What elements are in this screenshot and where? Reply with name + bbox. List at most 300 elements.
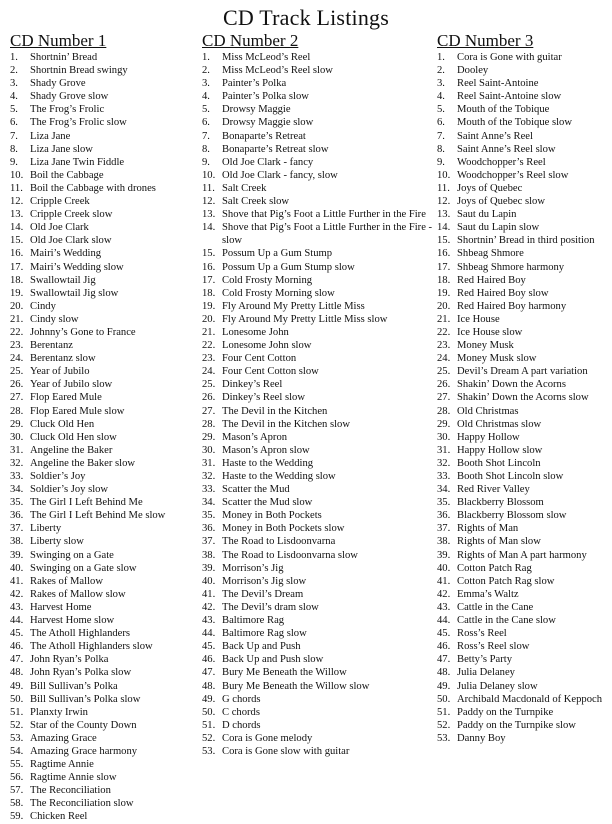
- track-item: [202, 627, 436, 640]
- track-item: [10, 130, 202, 143]
- track-title: Berentanz: [30, 340, 73, 352]
- track-title: The Devil’s dram slow: [222, 601, 319, 613]
- track-item: [202, 156, 436, 169]
- track-number: 36.: [10, 510, 24, 522]
- track-number: 14.: [202, 222, 216, 234]
- track-title: Harvest Home: [30, 601, 92, 613]
- track-title: The Atholl Highlanders slow: [30, 641, 153, 653]
- track-title: Julia Delaney: [457, 667, 515, 679]
- track-item: [202, 732, 436, 745]
- track-title: Cripple Creek slow: [30, 209, 113, 221]
- track-number: 34.: [10, 484, 24, 496]
- track-number: 36.: [437, 510, 451, 522]
- track-item: [202, 221, 436, 247]
- track-item: [437, 391, 612, 404]
- track-title: Chicken Reel: [30, 811, 88, 823]
- track-number: 25.: [437, 366, 451, 378]
- track-title: The Devil’s Dream: [222, 588, 304, 600]
- track-title: Drowsy Maggie slow: [222, 117, 314, 129]
- track-number: 50.: [437, 693, 451, 705]
- track-item: [437, 549, 612, 562]
- track-title: Happy Hollow: [457, 431, 520, 443]
- track-title: Liberty: [30, 523, 62, 535]
- track-number: 17.: [437, 261, 451, 273]
- track-title: Shbeag Shmore harmony: [457, 261, 565, 273]
- track-title: Swinging on a Gate: [30, 549, 114, 561]
- track-item: [202, 287, 436, 300]
- track-item: [202, 680, 436, 693]
- track-title: Bill Sullivan’s Polka slow: [30, 693, 141, 705]
- track-title: Flop Eared Mule: [30, 392, 102, 404]
- track-item: [437, 680, 612, 693]
- track-item: [10, 77, 202, 90]
- track-title: Shove that Pig’s Foot a Little Further in the Fire - slow: [222, 222, 433, 247]
- track-title: Painter’s Polka: [222, 78, 287, 90]
- track-title: Possum Up a Gum Stump slow: [222, 261, 355, 273]
- track-title: Mason’s Apron slow: [222, 444, 310, 456]
- track-title: Archibald Macdonald of Keppoch: [457, 693, 603, 705]
- track-title: Ice House: [457, 313, 500, 325]
- track-title: Old Christmas slow: [457, 418, 542, 430]
- track-number: 7.: [202, 130, 210, 142]
- track-item: [10, 719, 202, 732]
- track-item: [437, 116, 612, 129]
- track-item: [437, 326, 612, 339]
- track-item: [437, 535, 612, 548]
- track-item: [10, 64, 202, 77]
- track-item: [202, 666, 436, 679]
- track-number: 37.: [202, 536, 216, 548]
- track-item: [437, 444, 612, 457]
- track-title: Mason’s Apron: [222, 431, 288, 443]
- track-title: Danny Boy: [457, 732, 506, 744]
- track-item: [437, 693, 612, 706]
- track-item: [10, 51, 202, 64]
- track-number: 11.: [202, 182, 215, 194]
- track-item: [437, 719, 612, 732]
- track-title: Saut du Lapin: [457, 209, 517, 221]
- track-title: Haste to the Wedding slow: [222, 471, 336, 482]
- track-number: 39.: [437, 549, 451, 561]
- track-number: 46.: [10, 641, 24, 653]
- track-item: [10, 666, 202, 679]
- track-number: 45.: [10, 628, 24, 640]
- track-title: Paddy on the Turnpike slow: [457, 719, 576, 731]
- track-title: Cripple Creek: [30, 196, 90, 208]
- track-title: Shbeag Shmore: [457, 248, 524, 260]
- track-item: [437, 221, 612, 234]
- track-title: Bury Me Beneath the Willow slow: [222, 680, 370, 692]
- track-title: Julia Delaney slow: [457, 680, 538, 692]
- track-number: 25.: [10, 366, 24, 378]
- track-item: [437, 732, 612, 745]
- track-title: The Atholl Highlanders: [30, 628, 131, 640]
- track-title: Scatter the Mud slow: [222, 497, 313, 509]
- track-item: [202, 391, 436, 404]
- track-number: 52.: [437, 719, 451, 731]
- track-title: Dinkey’s Reel: [222, 379, 283, 391]
- track-item: [437, 130, 612, 143]
- track-number: 47.: [437, 654, 451, 666]
- track-title: The Devil in the Kitchen slow: [222, 418, 350, 430]
- track-item: [10, 535, 202, 548]
- track-number: 34.: [202, 497, 216, 509]
- track-item: [437, 51, 612, 64]
- track-item: [202, 274, 436, 287]
- track-title: The Girl I Left Behind Me: [30, 497, 143, 509]
- track-title: Liza Jane Twin Fiddle: [30, 156, 125, 168]
- track-item: [202, 300, 436, 313]
- track-number: 56.: [10, 772, 24, 784]
- track-number: 11.: [437, 182, 450, 194]
- track-number: 31.: [202, 457, 216, 469]
- track-list: [202, 51, 436, 758]
- track-number: 23.: [437, 340, 451, 352]
- track-number: 39.: [10, 549, 24, 561]
- track-title: Money Musk: [457, 340, 514, 352]
- track-title: Amazing Grace harmony: [30, 745, 138, 757]
- track-number: 28.: [202, 418, 216, 430]
- track-item: [437, 653, 612, 666]
- track-item: [437, 77, 612, 90]
- track-title: Johnny’s Gone to France: [30, 326, 136, 338]
- track-number: 17.: [202, 274, 216, 286]
- track-number: 43.: [10, 601, 24, 613]
- track-number: 52.: [10, 719, 24, 731]
- track-number: 23.: [202, 353, 216, 365]
- track-title: Liza Jane: [30, 130, 71, 142]
- track-title: Old Joe Clark - fancy: [222, 156, 314, 168]
- track-number: 9.: [10, 156, 18, 168]
- track-item: [202, 130, 436, 143]
- track-number: 21.: [202, 326, 216, 338]
- track-title: Shortnin Bread swingy: [30, 65, 128, 77]
- track-title: Cluck Old Hen slow: [30, 431, 117, 443]
- track-item: [10, 693, 202, 706]
- track-title: Ice House slow: [457, 326, 523, 338]
- track-item: [202, 706, 436, 719]
- track-number: 41.: [202, 588, 216, 600]
- track-item: [10, 195, 202, 208]
- track-item: [437, 352, 612, 365]
- track-number: 10.: [10, 169, 24, 181]
- track-title: Miss McLeod’s Reel slow: [222, 65, 333, 77]
- track-title: Red Haired Boy: [457, 274, 526, 286]
- track-number: 21.: [437, 313, 451, 325]
- track-title: Ragtime Annie slow: [30, 772, 117, 784]
- track-title: Saint Anne’s Reel: [457, 130, 533, 142]
- track-title: Soldier’s Joy slow: [30, 484, 109, 496]
- track-title: Bill Sullivan’s Polka: [30, 680, 118, 692]
- cd-column-3: [437, 31, 612, 745]
- track-number: 36.: [202, 523, 216, 535]
- track-title: D chords: [222, 719, 261, 731]
- track-item: [202, 614, 436, 627]
- track-number: 7.: [437, 130, 445, 142]
- track-number: 26.: [10, 379, 24, 391]
- track-number: 2.: [437, 65, 445, 77]
- track-title: Rights of Man: [457, 523, 519, 535]
- track-number: 3.: [10, 78, 18, 90]
- track-item: [10, 221, 202, 234]
- track-title: Cluck Old Hen: [30, 418, 95, 430]
- track-item: [437, 562, 612, 575]
- track-number: 52.: [202, 732, 216, 744]
- track-number: 19.: [437, 287, 451, 299]
- track-title: Cattle in the Cane: [457, 601, 534, 613]
- track-number: 30.: [437, 431, 451, 443]
- track-title: Woodchopper’s Reel slow: [457, 169, 569, 181]
- track-number: 33.: [10, 471, 24, 482]
- track-title: Happy Hollow slow: [457, 444, 543, 456]
- track-item: [437, 339, 612, 352]
- track-item: [10, 313, 202, 326]
- track-item: [437, 640, 612, 653]
- track-item: [437, 457, 612, 470]
- track-number: 48.: [202, 680, 216, 692]
- track-title: The Frog’s Frolic slow: [30, 117, 127, 129]
- track-number: 53.: [437, 732, 451, 744]
- track-title: Rakes of Mallow: [30, 575, 103, 587]
- track-item: [10, 562, 202, 575]
- track-number: 48.: [10, 667, 24, 679]
- track-title: Lonesome John slow: [222, 340, 312, 352]
- track-number: 46.: [437, 641, 451, 653]
- track-number: 24.: [437, 353, 451, 365]
- track-title: Boil the Cabbage with drones: [30, 182, 156, 194]
- track-item: [202, 483, 436, 496]
- track-item: [202, 313, 436, 326]
- track-item: [202, 549, 436, 562]
- track-number: 31.: [10, 444, 24, 456]
- track-number: 53.: [10, 732, 24, 744]
- track-title: Morrison’s Jig slow: [222, 575, 307, 587]
- track-number: 1.: [437, 52, 445, 63]
- track-number: 30.: [202, 444, 216, 456]
- track-number: 51.: [10, 706, 24, 718]
- track-item: [202, 182, 436, 195]
- track-title: Flop Eared Mule slow: [30, 405, 125, 417]
- track-title: Mairi’s Wedding slow: [30, 261, 124, 273]
- track-item: [437, 300, 612, 313]
- track-title: Shakin’ Down the Acorns slow: [457, 392, 589, 404]
- track-item: [437, 418, 612, 431]
- track-number: 20.: [10, 300, 24, 312]
- track-number: 19.: [202, 300, 216, 312]
- cd-heading: CD Number 1: [10, 31, 107, 50]
- track-number: 38.: [10, 536, 24, 548]
- track-title: Cora is Gone melody: [222, 732, 313, 744]
- track-item: [10, 483, 202, 496]
- track-title: Cotton Patch Rag: [457, 562, 532, 574]
- track-title: The Frog’s Frolic: [30, 104, 105, 116]
- track-item: [10, 90, 202, 103]
- track-item: [202, 457, 436, 470]
- track-item: [437, 483, 612, 496]
- track-number: 24.: [10, 353, 24, 365]
- track-item: [202, 588, 436, 601]
- track-number: 5.: [202, 104, 210, 116]
- track-number: 32.: [10, 457, 24, 469]
- track-number: 19.: [10, 287, 24, 299]
- track-number: 16.: [10, 248, 24, 260]
- track-title: Berentanz slow: [30, 353, 96, 365]
- track-number: 40.: [202, 575, 216, 587]
- track-title: Booth Shot Lincoln: [457, 457, 541, 469]
- track-number: 37.: [437, 523, 451, 535]
- track-item: [202, 64, 436, 77]
- track-number: 16.: [202, 261, 216, 273]
- track-title: Joys of Quebec: [457, 182, 523, 194]
- track-number: 37.: [10, 523, 24, 535]
- track-item: [202, 405, 436, 418]
- track-item: [10, 771, 202, 784]
- track-number: 23.: [10, 340, 24, 352]
- track-title: Rakes of Mallow slow: [30, 588, 126, 600]
- track-item: [202, 653, 436, 666]
- track-number: 11.: [10, 182, 23, 194]
- track-number: 59.: [10, 811, 24, 823]
- track-title: Salt Creek: [222, 182, 267, 194]
- track-title: Four Cent Cotton slow: [222, 366, 319, 378]
- track-title: Amazing Grace: [30, 732, 97, 744]
- track-title: Red River Valley: [457, 484, 530, 496]
- track-number: 45.: [202, 641, 216, 653]
- track-number: 8.: [202, 143, 210, 155]
- track-item: [10, 627, 202, 640]
- track-title: Baltimore Rag: [222, 615, 285, 627]
- track-item: [10, 182, 202, 195]
- track-title: Cora is Gone slow with guitar: [222, 745, 350, 757]
- track-number: 14.: [10, 222, 24, 234]
- track-number: 53.: [202, 745, 216, 757]
- track-title: Four Cent Cotton: [222, 353, 297, 365]
- track-item: [202, 522, 436, 535]
- track-number: 10.: [437, 169, 451, 181]
- track-number: 26.: [437, 379, 451, 391]
- track-number: 8.: [437, 143, 445, 155]
- track-title: Shady Grove slow: [30, 91, 109, 103]
- track-number: 7.: [10, 130, 18, 142]
- track-item: [437, 261, 612, 274]
- track-title: Rights of Man slow: [457, 536, 541, 548]
- track-item: [10, 300, 202, 313]
- track-title: The Road to Lisdoonvarna: [222, 536, 336, 548]
- track-number: 29.: [437, 418, 451, 430]
- track-title: The Devil in the Kitchen: [222, 405, 328, 417]
- track-item: [437, 90, 612, 103]
- track-item: [10, 339, 202, 352]
- track-number: 44.: [202, 628, 216, 640]
- track-title: Harvest Home slow: [30, 615, 115, 627]
- track-item: [10, 745, 202, 758]
- track-title: Old Joe Clark slow: [30, 235, 112, 247]
- track-list: [10, 51, 202, 824]
- track-title: Haste to the Wedding: [222, 457, 314, 469]
- track-number: 4.: [437, 91, 445, 103]
- track-title: Shortnin’ Bread in third position: [457, 235, 595, 247]
- track-number: 25.: [202, 379, 216, 391]
- track-item: [202, 535, 436, 548]
- track-number: 32.: [437, 457, 451, 469]
- track-number: 22.: [10, 326, 24, 338]
- track-title: Scatter the Mud: [222, 484, 290, 496]
- track-number: 8.: [10, 143, 18, 155]
- track-number: 22.: [202, 340, 216, 352]
- track-title: Bonaparte’s Retreat: [222, 130, 306, 142]
- track-number: 1.: [10, 52, 18, 63]
- track-number: 40.: [437, 562, 451, 574]
- track-item: [202, 169, 436, 182]
- track-item: [10, 444, 202, 457]
- track-number: 32.: [202, 471, 216, 482]
- track-number: 14.: [437, 222, 451, 234]
- track-number: 35.: [437, 497, 451, 509]
- track-number: 5.: [10, 104, 18, 116]
- track-item: [10, 287, 202, 300]
- track-title: Saut du Lapin slow: [457, 222, 540, 234]
- track-title: Liza Jane slow: [30, 143, 93, 155]
- track-number: 2.: [202, 65, 210, 77]
- track-item: [202, 90, 436, 103]
- track-item: [437, 234, 612, 247]
- track-number: 9.: [437, 156, 445, 168]
- track-title: Betty’s Party: [457, 654, 513, 666]
- track-number: 28.: [10, 405, 24, 417]
- track-number: 29.: [10, 418, 24, 430]
- track-title: Mairi’s Wedding: [30, 248, 102, 260]
- track-item: [202, 51, 436, 64]
- track-title: Money Musk slow: [457, 353, 537, 365]
- track-item: [10, 680, 202, 693]
- track-item: [10, 391, 202, 404]
- track-item: [10, 588, 202, 601]
- track-item: [10, 640, 202, 653]
- page-title: CD Track Listings: [223, 5, 389, 30]
- track-number: 12.: [10, 196, 24, 208]
- track-number: 40.: [10, 562, 24, 574]
- track-title: Salt Creek slow: [222, 196, 290, 208]
- track-title: Cora is Gone with guitar: [457, 52, 562, 63]
- track-number: 10.: [202, 169, 216, 181]
- track-number: 18.: [202, 287, 216, 299]
- track-item: [10, 103, 202, 116]
- track-number: 6.: [10, 117, 18, 129]
- track-item: [10, 575, 202, 588]
- track-title: Fly Around My Pretty Little Miss slow: [222, 313, 388, 325]
- track-title: Planxty Irwin: [30, 706, 88, 718]
- track-item: [202, 326, 436, 339]
- track-title: Bonaparte’s Retreat slow: [222, 143, 329, 155]
- track-title: Swallowtail Jig slow: [30, 287, 119, 299]
- track-item: [10, 261, 202, 274]
- track-title: Cold Frosty Morning slow: [222, 287, 335, 299]
- track-item: [437, 208, 612, 221]
- track-item: [437, 470, 612, 483]
- track-item: [437, 156, 612, 169]
- track-number: 27.: [10, 392, 24, 404]
- track-item: [202, 352, 436, 365]
- track-title: Cotton Patch Rag slow: [457, 575, 555, 587]
- track-item: [437, 287, 612, 300]
- track-number: 47.: [202, 667, 216, 679]
- track-number: 42.: [202, 601, 216, 613]
- track-item: [437, 182, 612, 195]
- track-number: 20.: [437, 300, 451, 312]
- track-item: [437, 666, 612, 679]
- track-number: 49.: [10, 680, 24, 692]
- track-item: [202, 116, 436, 129]
